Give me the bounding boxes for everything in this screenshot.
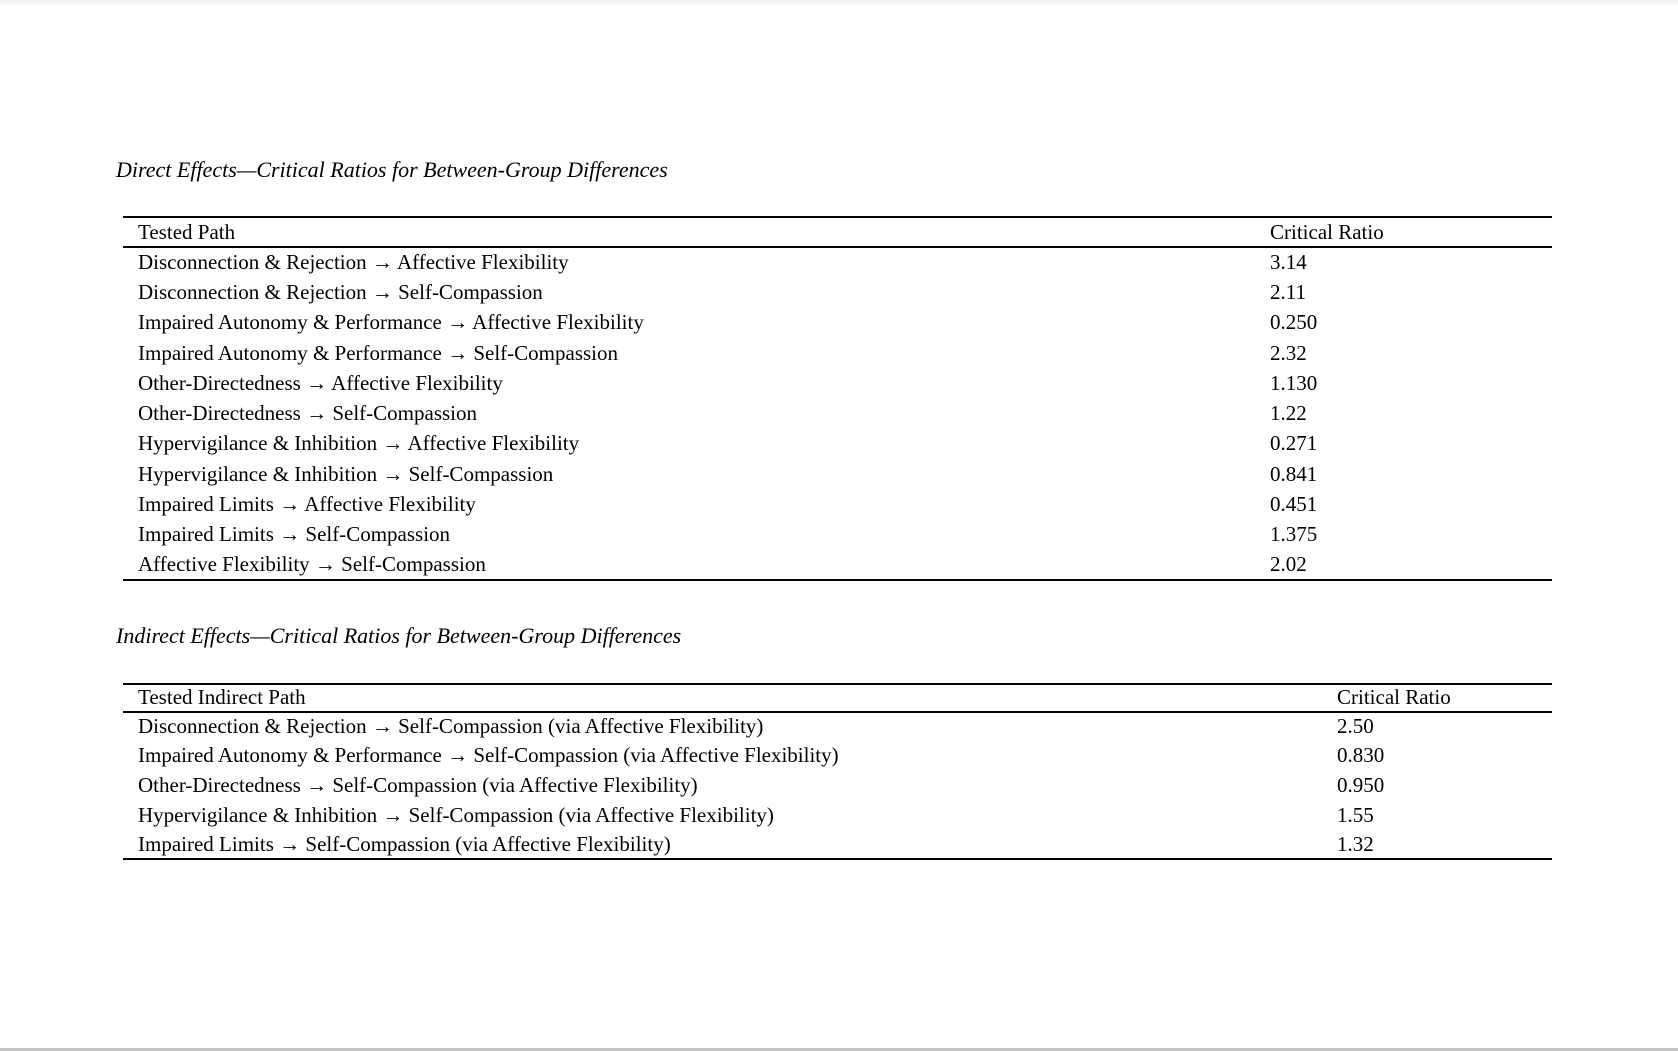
path-cell: Impaired Limits → Self-Compassion (via Affective Flexibility) (138, 831, 671, 856)
table-row (123, 338, 1552, 368)
column-header-critical-ratio: Critical Ratio (1270, 219, 1384, 244)
direct-effects-table-title: Direct Effects—Critical Ratios for Between-Group Differences (116, 157, 668, 182)
path-cell: Impaired Autonomy & Performance → Self-Compassion (138, 340, 618, 365)
column-header-critical-ratio: Critical Ratio (1337, 685, 1451, 710)
ratio-cell: 1.32 (1337, 831, 1374, 856)
path-cell: Other-Directedness → Self-Compassion (via Affective Flexibility) (138, 772, 698, 797)
table-row (123, 308, 1552, 338)
top-edge-strip (0, 0, 1678, 5)
table-row (123, 368, 1552, 398)
table-row (123, 277, 1552, 307)
path-cell: Impaired Autonomy & Performance → Self-Compassion (via Affective Flexibility) (138, 743, 839, 768)
ratio-cell: 1.55 (1337, 802, 1374, 827)
column-header-tested-indirect-path: Tested Indirect Path (138, 685, 306, 710)
ratio-cell: 2.11 (1270, 279, 1306, 304)
path-cell: Disconnection & Rejection → Self-Compassion (138, 279, 543, 304)
ratio-cell: 0.250 (1270, 310, 1318, 335)
ratio-cell: 0.271 (1270, 431, 1318, 456)
ratio-cell: 0.830 (1337, 743, 1385, 768)
table-row (123, 712, 1552, 742)
path-cell: Hypervigilance & Inhibition → Self-Compassion (138, 461, 554, 486)
table-row (123, 741, 1552, 771)
path-cell: Affective Flexibility → Self-Compassion (138, 552, 486, 577)
table-row (123, 771, 1552, 801)
path-cell: Hypervigilance & Inhibition → Affective Flexibility (138, 431, 580, 456)
indirect-effects-table (123, 683, 1552, 860)
indirect-effects-table-title: Indirect Effects—Critical Ratios for Between-Group Differences (116, 623, 682, 648)
path-cell: Impaired Autonomy & Performance → Affective Flexibility (138, 310, 644, 335)
table-row (123, 247, 1552, 277)
ratio-cell: 0.841 (1270, 461, 1318, 486)
table-row (123, 830, 1552, 860)
table-row (123, 398, 1552, 428)
path-cell: Other-Directedness → Affective Flexibility (138, 370, 503, 395)
ratio-cell: 1.22 (1270, 401, 1307, 426)
table-row (123, 550, 1552, 580)
table-row (123, 520, 1552, 550)
ratio-cell: 2.02 (1270, 552, 1307, 577)
ratio-cell: 1.130 (1270, 370, 1318, 395)
ratio-cell: 0.451 (1270, 492, 1318, 517)
direct-effects-table (123, 216, 1552, 581)
path-cell: Disconnection & Rejection → Self-Compassion (via Affective Flexibility) (138, 714, 764, 739)
table-row (123, 800, 1552, 830)
column-header-tested-path: Tested Path (138, 219, 236, 244)
ratio-cell: 3.14 (1270, 250, 1307, 275)
table-row (123, 459, 1552, 489)
table-row (123, 489, 1552, 519)
path-cell: Disconnection & Rejection → Affective Flexibility (138, 250, 569, 275)
ratio-cell: 2.32 (1270, 340, 1307, 365)
path-cell: Impaired Limits → Affective Flexibility (138, 492, 476, 517)
ratio-cell: 2.50 (1337, 714, 1374, 739)
table-row (123, 429, 1552, 459)
ratio-cell: 0.950 (1337, 772, 1385, 797)
path-cell: Other-Directedness → Self-Compassion (138, 401, 478, 426)
header-row (123, 684, 1552, 712)
path-cell: Impaired Limits → Self-Compassion (138, 522, 451, 547)
ratio-cell: 1.375 (1270, 522, 1318, 547)
header-row (123, 217, 1552, 247)
path-cell: Hypervigilance & Inhibition → Self-Compassion (via Affective Flexibility) (138, 802, 774, 827)
